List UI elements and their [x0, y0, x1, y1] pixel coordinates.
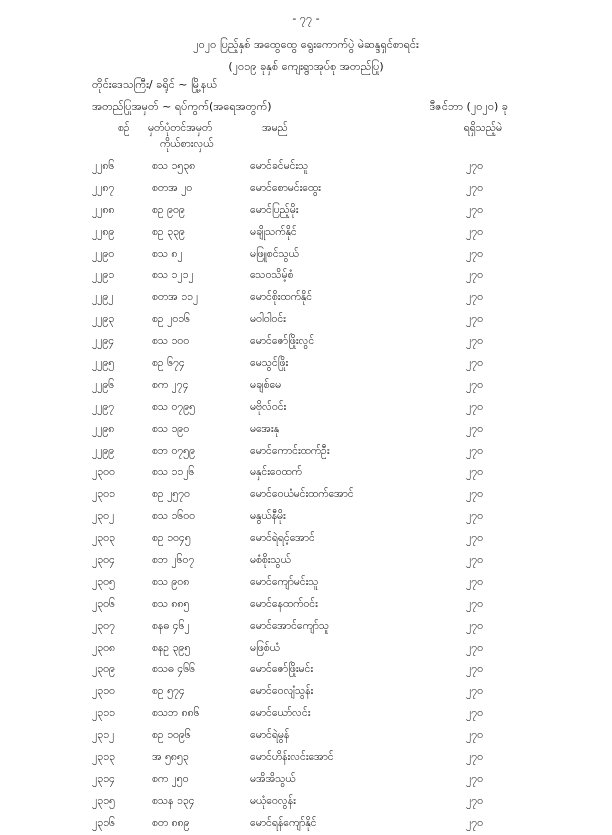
person-name: မစံစိုးသွယ်	[250, 554, 291, 567]
registration-number: စဘ ၀၇၅၉	[152, 444, 195, 457]
row-number: ၂၂၉၂	[92, 291, 114, 304]
table-row	[0, 572, 612, 594]
vote-count: ၂၇၀	[466, 751, 483, 764]
person-name: မချိုသက်နိုင်	[250, 225, 297, 238]
section-line: အတည်ပြုအမှတ် ~ ရပ်ကွက်(အရေအတွက်)	[92, 100, 272, 113]
registration-number: အ ၅၈၅၃	[152, 751, 189, 764]
header-votes: ရရှိသည့်မဲ	[463, 122, 502, 134]
person-name: မောင်ဇော်ဖြိုးလွင်	[250, 335, 315, 348]
table-row	[0, 244, 612, 266]
person-name: မဖြစ်ယံ	[250, 641, 280, 654]
row-number: ၂၂၉၄	[92, 335, 115, 348]
registration-number: စသ ၁၉၀	[152, 422, 190, 435]
vote-count: ၂၇၀	[466, 247, 483, 260]
registration-number: စသ ၈၈၅	[152, 597, 190, 610]
row-number: ၂၂၉၁	[92, 269, 115, 282]
person-name: မောင်ဇော်ဖြိုးမင်း	[250, 663, 314, 676]
row-number: ၂၃၁၀	[92, 685, 115, 698]
person-name: မောင်အောင်ကျော်သူ	[250, 619, 330, 632]
registration-number: စသ ၈၂	[152, 247, 183, 260]
person-name: မချစ်မေ	[250, 378, 282, 391]
registration-number: စဥ ၁၀၉၆	[152, 729, 191, 742]
person-name: မောင်ဟိန်းလင်းအောင်	[250, 751, 334, 764]
row-number: ၂၃၁၅	[92, 794, 115, 807]
person-name: မောင်ကောင်းထက်ဦး	[250, 444, 330, 457]
vote-count: ၂၇၀	[466, 685, 483, 698]
vote-count: ၂၇၀	[466, 181, 483, 194]
person-name: မောင်ဝေယံမင်းထက်အောင်	[250, 488, 354, 501]
table-row	[0, 594, 612, 616]
person-name: မနွယ်နီမိုး	[250, 510, 286, 523]
header-number: စဉ်	[118, 122, 130, 134]
registration-number: စက ၂၅၀	[152, 772, 189, 785]
vote-count: ၂၇၀	[466, 554, 483, 567]
vote-count: ၂၇၀	[466, 597, 483, 610]
row-number: ၂၃၀၃	[92, 532, 115, 545]
registration-number: စသ ၁၀၀	[152, 335, 190, 348]
row-number: ၂၃၀၁	[92, 488, 115, 501]
vote-count: ၂၇၀	[466, 794, 483, 807]
vote-count: ၂၇၀	[466, 816, 483, 829]
person-name: သေဝသိမ့်စံ	[250, 269, 294, 282]
vote-count: ၂၇၀	[466, 203, 483, 216]
vote-count: ၂၇၀	[466, 291, 483, 304]
vote-count: ၂၇၀	[466, 729, 483, 742]
document-subtitle: (၂၀၁၉ ခုနှစ် ကျေးရွာအုပ်စု အတည်ပြု)	[228, 60, 384, 73]
vote-count: ၂၇၀	[466, 357, 483, 370]
row-number: ၂၃၁၂	[92, 729, 115, 742]
vote-count: ၂၇၀	[466, 619, 483, 632]
vote-count: ၂၇၀	[466, 378, 483, 391]
person-name: မောင်ရဲရင့်အောင်	[250, 532, 315, 545]
registration-number: စတအ ၂၀	[152, 181, 193, 194]
row-number: ၂၂၉၆	[92, 378, 115, 391]
row-number: ၂၂၉၈	[92, 422, 115, 435]
vote-count: ၂၇၀	[466, 225, 483, 238]
row-number: ၂၃၁၄	[92, 772, 115, 785]
person-name: မဗိုလ်ဝင်း	[250, 400, 287, 413]
person-name: မောင်ဝေလျံသွန်း	[250, 685, 314, 698]
row-number: ၂၃၀၆	[92, 597, 115, 610]
table-row	[0, 550, 612, 572]
registration-number: စသဘ ၈၈၆	[152, 707, 200, 720]
table-row	[0, 703, 612, 725]
table-row	[0, 462, 612, 484]
vote-count: ၂၇၀	[466, 335, 483, 348]
table-row	[0, 813, 612, 835]
table-row	[0, 287, 612, 309]
registration-number: စဥ ၉၀၉	[152, 203, 185, 216]
row-number: ၂၃၁၁	[92, 707, 115, 720]
table-row	[0, 309, 612, 331]
row-number: ၂၃၀၂	[92, 510, 115, 523]
row-number: ၂၃၁၃	[92, 751, 115, 764]
table-row	[0, 441, 612, 463]
header-registration: မှတ်ပုံတင်အမှတ်	[148, 122, 213, 134]
row-number: ၂၃၀၄	[92, 554, 115, 567]
person-name: မောင်နေထက်ဝင်း	[250, 597, 318, 610]
registration-number: စတအ ၁၁၂	[152, 291, 199, 304]
row-number: ၂၂၈၆	[92, 160, 115, 172]
registration-number: စဥ ၆၇၄	[152, 357, 185, 370]
table-row	[0, 397, 612, 419]
location-line: တိုင်းဒေသကြီး/ ခရိုင် ~ မြို့နယ်	[92, 78, 218, 91]
row-number: ၂၃၁၆	[92, 816, 115, 829]
table-row	[0, 616, 612, 638]
person-name: မနှင်းဝေထက်	[250, 466, 302, 479]
registration-number: စသ ၁၅၃၈	[152, 160, 196, 172]
registration-number: စနဓ ၄၆၂	[152, 619, 190, 632]
person-name: မောင်ယော်လင်း	[250, 707, 311, 720]
table-row	[0, 506, 612, 528]
table-row	[0, 419, 612, 441]
registration-number: စက ၂၇၄	[152, 378, 189, 391]
header-registration-sub: ကိုယ်စားလှယ်	[160, 138, 214, 150]
date-line: ဒီဇင်ဘာ (၂၀၂၀) ခု	[429, 100, 508, 113]
table-row	[0, 791, 612, 813]
table-row	[0, 659, 612, 681]
vote-count: ၂၇၀	[466, 160, 483, 172]
registration-number: စတ ၈၈၉	[152, 816, 190, 829]
table-row	[0, 528, 612, 550]
row-number: ၂၂၉၀	[92, 247, 115, 260]
registration-number: စဥ ၂၅၇၀	[152, 488, 190, 501]
table-row	[0, 747, 612, 769]
registration-number: စသန ၁၃၄	[152, 794, 195, 807]
registration-number: စသ ၁၂၁၂	[152, 269, 194, 282]
row-number: ၂၂၈၉	[92, 225, 115, 238]
person-name: မောင်ပြည့်မိုး	[250, 203, 299, 216]
row-number: ၂၃၀၅	[92, 575, 115, 588]
vote-count: ၂၇၀	[466, 532, 483, 545]
row-number: ၂၃၀၈	[92, 641, 115, 654]
table-row	[0, 156, 612, 178]
person-name: မောင်စိုးထက်နိုင်	[250, 291, 313, 304]
vote-count: ၂၇၀	[466, 313, 483, 326]
registration-number: စသ ၉၀၈	[152, 575, 190, 588]
vote-count: ၂၇၀	[466, 269, 483, 282]
person-name: မောင်ရဲမွန်	[250, 729, 290, 742]
vote-count: ၂၇၀	[466, 663, 483, 676]
person-name: မအေးနု	[250, 422, 280, 435]
row-number: ၂၂၈၈	[92, 203, 115, 216]
vote-count: ၂၇၀	[466, 400, 483, 413]
registration-number: စဘ ၂၆၀၇	[152, 554, 195, 567]
table-row	[0, 200, 612, 222]
table-row	[0, 353, 612, 375]
vote-count: ၂၇၀	[466, 488, 483, 501]
registration-number: စဥ ၂၀၁၆	[152, 313, 190, 326]
document-title: ၂၀၂၀ ပြည့်နှစ် အထွေထွေ ရွေးကောက်ပွဲ မဲဆန္ဒရှင်စာရင်း	[193, 38, 419, 51]
person-name: မောင်ရန်ကျော်နိုင်	[250, 816, 317, 829]
row-number: ၂၂၉၅	[92, 357, 115, 370]
registration-number: စဥ ၁၀၄၅	[152, 532, 191, 545]
person-name: မယုံဝေလွန်း	[250, 794, 296, 807]
table-row	[0, 681, 612, 703]
vote-count: ၂၇၀	[466, 444, 483, 457]
table-row	[0, 725, 612, 747]
vote-count: ၂၇၀	[466, 466, 483, 479]
row-number: ၂၂၉၉	[92, 444, 115, 457]
vote-count: ၂၇၀	[466, 707, 483, 720]
person-name: မောင်ကျော်မင်းသူ	[250, 575, 319, 588]
row-number: ၂၃၀၇	[92, 619, 115, 632]
registration-number: စသဓ ၄၆၆	[152, 663, 196, 676]
header-name: အမည်	[262, 122, 288, 134]
person-name: မအိအိသွယ်	[250, 772, 296, 785]
table-row	[0, 638, 612, 660]
table-row	[0, 484, 612, 506]
row-number: ၂၃၀၀	[92, 466, 115, 479]
table-row	[0, 769, 612, 791]
person-name: မဖြူစင်သွယ်	[250, 247, 299, 260]
row-number: ၂၂၉၃	[92, 313, 115, 326]
vote-count: ၂၇၀	[466, 510, 483, 523]
vote-count: ၂၇၀	[466, 575, 483, 588]
person-name: မဝါဝါဝင်း	[250, 313, 286, 326]
row-number: ၂၃၀၉	[92, 663, 115, 676]
row-number: ၂၂၉၇	[92, 400, 115, 413]
table-row	[0, 331, 612, 353]
person-name: မောင်စောမင်းထွေး	[250, 181, 321, 194]
table-row	[0, 222, 612, 244]
table-row	[0, 375, 612, 397]
vote-count: ၂၇၀	[466, 772, 483, 785]
vote-count: ၂၇၀	[466, 422, 483, 435]
registration-number: စသ ၀၇၉၅	[152, 400, 196, 413]
table-row	[0, 178, 612, 200]
registration-number: စသ ၁၆၀၀	[152, 510, 196, 523]
registration-number: စဥ ၅၇၄	[152, 685, 185, 698]
person-name: မောင်ခင်မင်းသူ	[250, 160, 309, 172]
vote-count: ၂၇၀	[466, 641, 483, 654]
registration-number: စဥ ၃၃၉	[152, 225, 185, 238]
registration-number: စသ ၁၁၂၆	[152, 466, 195, 479]
registration-number: စနဥ ၃၉၅	[152, 641, 191, 654]
row-number: ၂၂၈၇	[92, 181, 115, 194]
page-number: - ၇၇ -	[292, 12, 320, 25]
person-name: မေသွင်ဖြိုး	[250, 357, 289, 370]
voter-list	[0, 156, 612, 835]
table-row	[0, 265, 612, 287]
